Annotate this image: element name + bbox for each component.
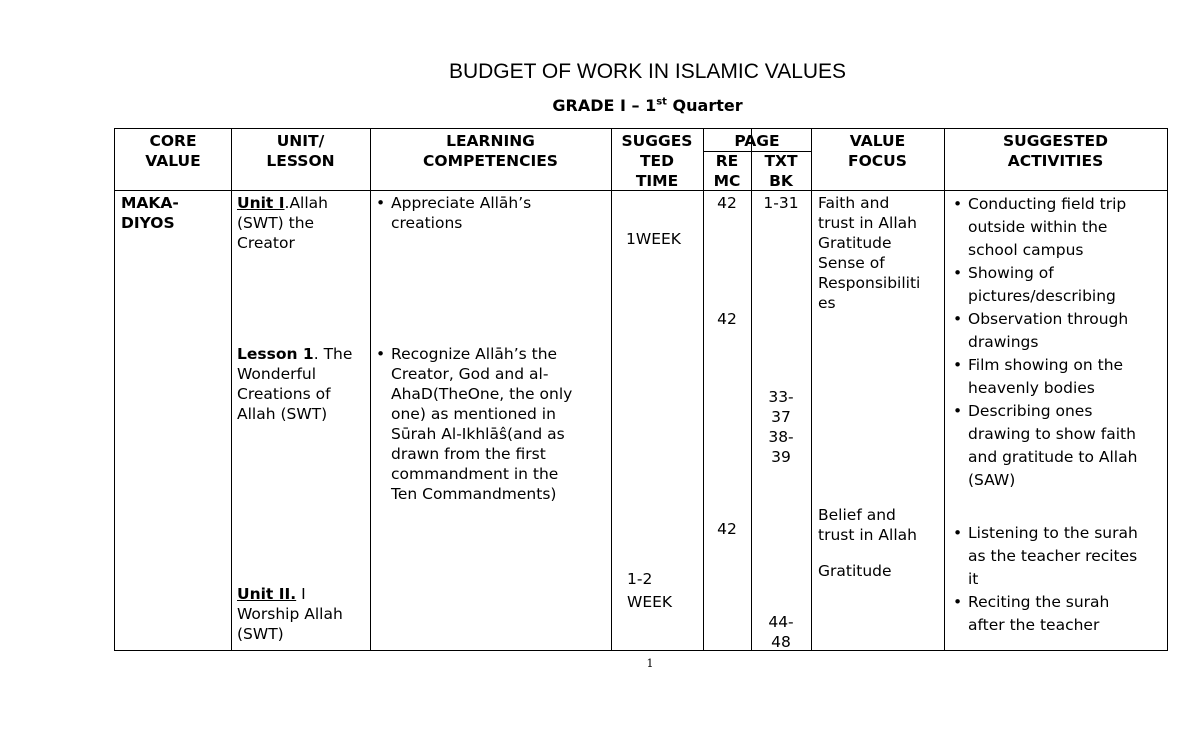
header-suggested-time: SUGGES TED TIME <box>621 132 693 190</box>
core-value-cell: MAKA- DIYOS <box>121 194 179 232</box>
column-divider <box>944 129 945 650</box>
remc-value: 42 <box>717 194 737 212</box>
activity-item: • Reciting the surah after the teacher <box>950 591 1165 637</box>
lesson-1-cell: Lesson 1. The Wonderful Creations of Allah (SWT) <box>237 345 353 423</box>
document-subtitle: GRADE I – 1st Quarter <box>552 96 743 115</box>
header-value-focus: VALUE FOCUS <box>848 132 907 170</box>
activities-list-2 <box>950 522 1165 637</box>
page-number: 1 <box>646 657 654 670</box>
activity-item: • Observation through drawings <box>950 308 1165 354</box>
time-1-2: 1-2 <box>627 570 653 588</box>
txtbk-value: 33- 37 38- 39 <box>768 388 794 466</box>
activity-item: • Film showing on the heavenly bodies <box>950 354 1165 400</box>
time-week: WEEK <box>627 593 673 611</box>
header-core-value: CORE VALUE <box>145 132 201 170</box>
header-page: PAGE <box>734 132 780 150</box>
budget-table <box>114 128 1168 651</box>
header-suggested-activities: SUGGESTED ACTIVITIES <box>1003 132 1108 170</box>
header-unit-lesson: UNIT/ LESSON <box>266 132 335 170</box>
value-focus-3: Gratitude <box>818 562 892 580</box>
column-divider <box>370 129 371 650</box>
value-focus-2: Belief and trust in Allah <box>818 506 917 544</box>
header-learning-competencies: LEARNING COMPETENCIES <box>423 132 558 170</box>
unit-2-cell: Unit II. I Worship Allah (SWT) <box>237 585 343 643</box>
remc-value: 42 <box>717 520 737 538</box>
time-1week: 1WEEK <box>626 230 681 248</box>
activity-item: • Describing ones drawing to show faith and gratitude to Allah (SAW) <box>950 400 1165 492</box>
activity-item: • Showing of pictures/describing <box>950 262 1165 308</box>
unit-1-cell: Unit I.Allah (SWT) the Creator <box>237 194 328 252</box>
activity-item: • Conducting field trip outside within the school campus <box>950 193 1165 262</box>
competency-item: • Recognize Allāh’s the Creator, God and al- AhaD(TheOne, the only one) as mentioned in Sūrah Al-Ikhlāŝ(and as drawn from the first commandment in the Ten Commandments) <box>373 344 609 504</box>
activities-list-1 <box>950 193 1165 492</box>
header-txtbk: TXT BK <box>764 152 798 190</box>
remc-value: 42 <box>717 310 737 328</box>
value-focus-1: Faith and trust in Allah Gratitude Sense of Responsibiliti es <box>818 194 921 312</box>
competency-list-2 <box>373 344 609 504</box>
column-divider <box>611 129 612 650</box>
column-divider <box>811 129 812 650</box>
document-title: BUDGET OF WORK IN ISLAMIC VALUES <box>448 60 847 83</box>
column-divider <box>231 129 232 650</box>
txtbk-value: 44- 48 <box>768 613 794 651</box>
competency-list-1 <box>373 193 609 233</box>
txtbk-value: 1-31 <box>763 194 799 212</box>
competency-item: • Appreciate Allāh’s creations <box>373 193 609 233</box>
header-remc: RE MC <box>713 152 741 190</box>
activity-item: • Listening to the surah as the teacher recites it <box>950 522 1165 591</box>
